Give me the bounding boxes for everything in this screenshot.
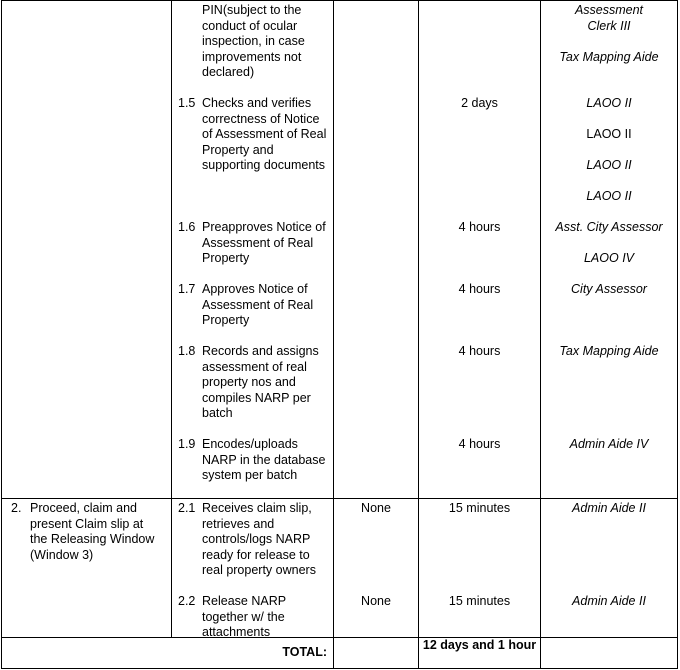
table-row	[2, 1, 678, 499]
total-label: TOTAL:	[2, 638, 334, 669]
processing-time: 15 minutes	[448, 501, 511, 515]
person-responsible: Admin Aide II	[572, 594, 646, 608]
person-responsible: Admin Aide II	[572, 501, 646, 515]
processing-time-cell	[419, 499, 541, 638]
person-responsible-cell	[541, 1, 678, 499]
agency-step: 1.7 Approves Notice of Assessment of Real Property	[178, 282, 314, 327]
person-responsible: LAOO II	[586, 96, 632, 110]
client-steps-cell	[2, 1, 172, 499]
person-responsible: Assessment Clerk III	[574, 3, 644, 33]
person-responsible: Asst. City Assessor	[555, 220, 663, 234]
total-fees-cell	[334, 638, 419, 669]
processing-time-cell	[419, 1, 541, 499]
fees-cell	[334, 499, 419, 638]
processing-time: 4 hours	[458, 344, 501, 358]
agency-step: 2.1 Receives claim slip, retrieves and controls/logs NARP ready for release to real property owners	[178, 501, 316, 577]
fee-value: None	[361, 501, 391, 515]
person-responsible: LAOO II	[586, 127, 632, 141]
processing-time: 4 hours	[458, 437, 501, 451]
processing-time: 2 days	[461, 96, 498, 110]
total-value: 12 days and 1 hour	[419, 638, 541, 669]
person-responsible: LAOO IV	[583, 251, 635, 265]
agency-actions-cell	[172, 1, 334, 499]
person-responsible: City Assessor	[571, 282, 647, 296]
step-text-continued: PIN(subject to the conduct of ocular inspection, in case improvements not declared)	[202, 3, 305, 79]
fee-value: None	[361, 594, 391, 608]
agency-step: 2.2 Release NARP together w/ the attachments	[178, 594, 286, 639]
agency-actions-cell	[172, 499, 334, 638]
fees-cell	[334, 1, 419, 499]
agency-step: 1.9 Encodes/uploads NARP in the database system per batch	[178, 437, 326, 482]
agency-step: 1.5 Checks and verifies correctness of Notice of Assessment of Real Property and supporting documents	[178, 96, 327, 172]
person-responsible: Tax Mapping Aide	[559, 344, 659, 358]
person-responsible: Tax Mapping Aide	[559, 50, 659, 64]
total-row	[2, 638, 678, 669]
procedure-table	[1, 0, 678, 669]
person-responsible-cell	[541, 499, 678, 638]
client-step: 2. Proceed, claim and present Claim slip at the Releasing Window (Window 3)	[11, 501, 155, 562]
person-responsible: Admin Aide IV	[569, 437, 649, 451]
agency-step: 1.8 Records and assigns assessment of real property nos and compiles NARP per batch	[178, 344, 319, 420]
table-row	[2, 499, 678, 638]
processing-time: 4 hours	[458, 220, 501, 234]
person-responsible: LAOO II	[586, 189, 632, 203]
processing-time: 4 hours	[458, 282, 501, 296]
client-steps-cell	[2, 499, 172, 638]
processing-time: 15 minutes	[448, 594, 511, 608]
person-responsible: LAOO II	[586, 158, 632, 172]
agency-step: 1.6 Preapproves Notice of Assessment of Real Property	[178, 220, 326, 265]
total-person-cell	[541, 638, 678, 669]
